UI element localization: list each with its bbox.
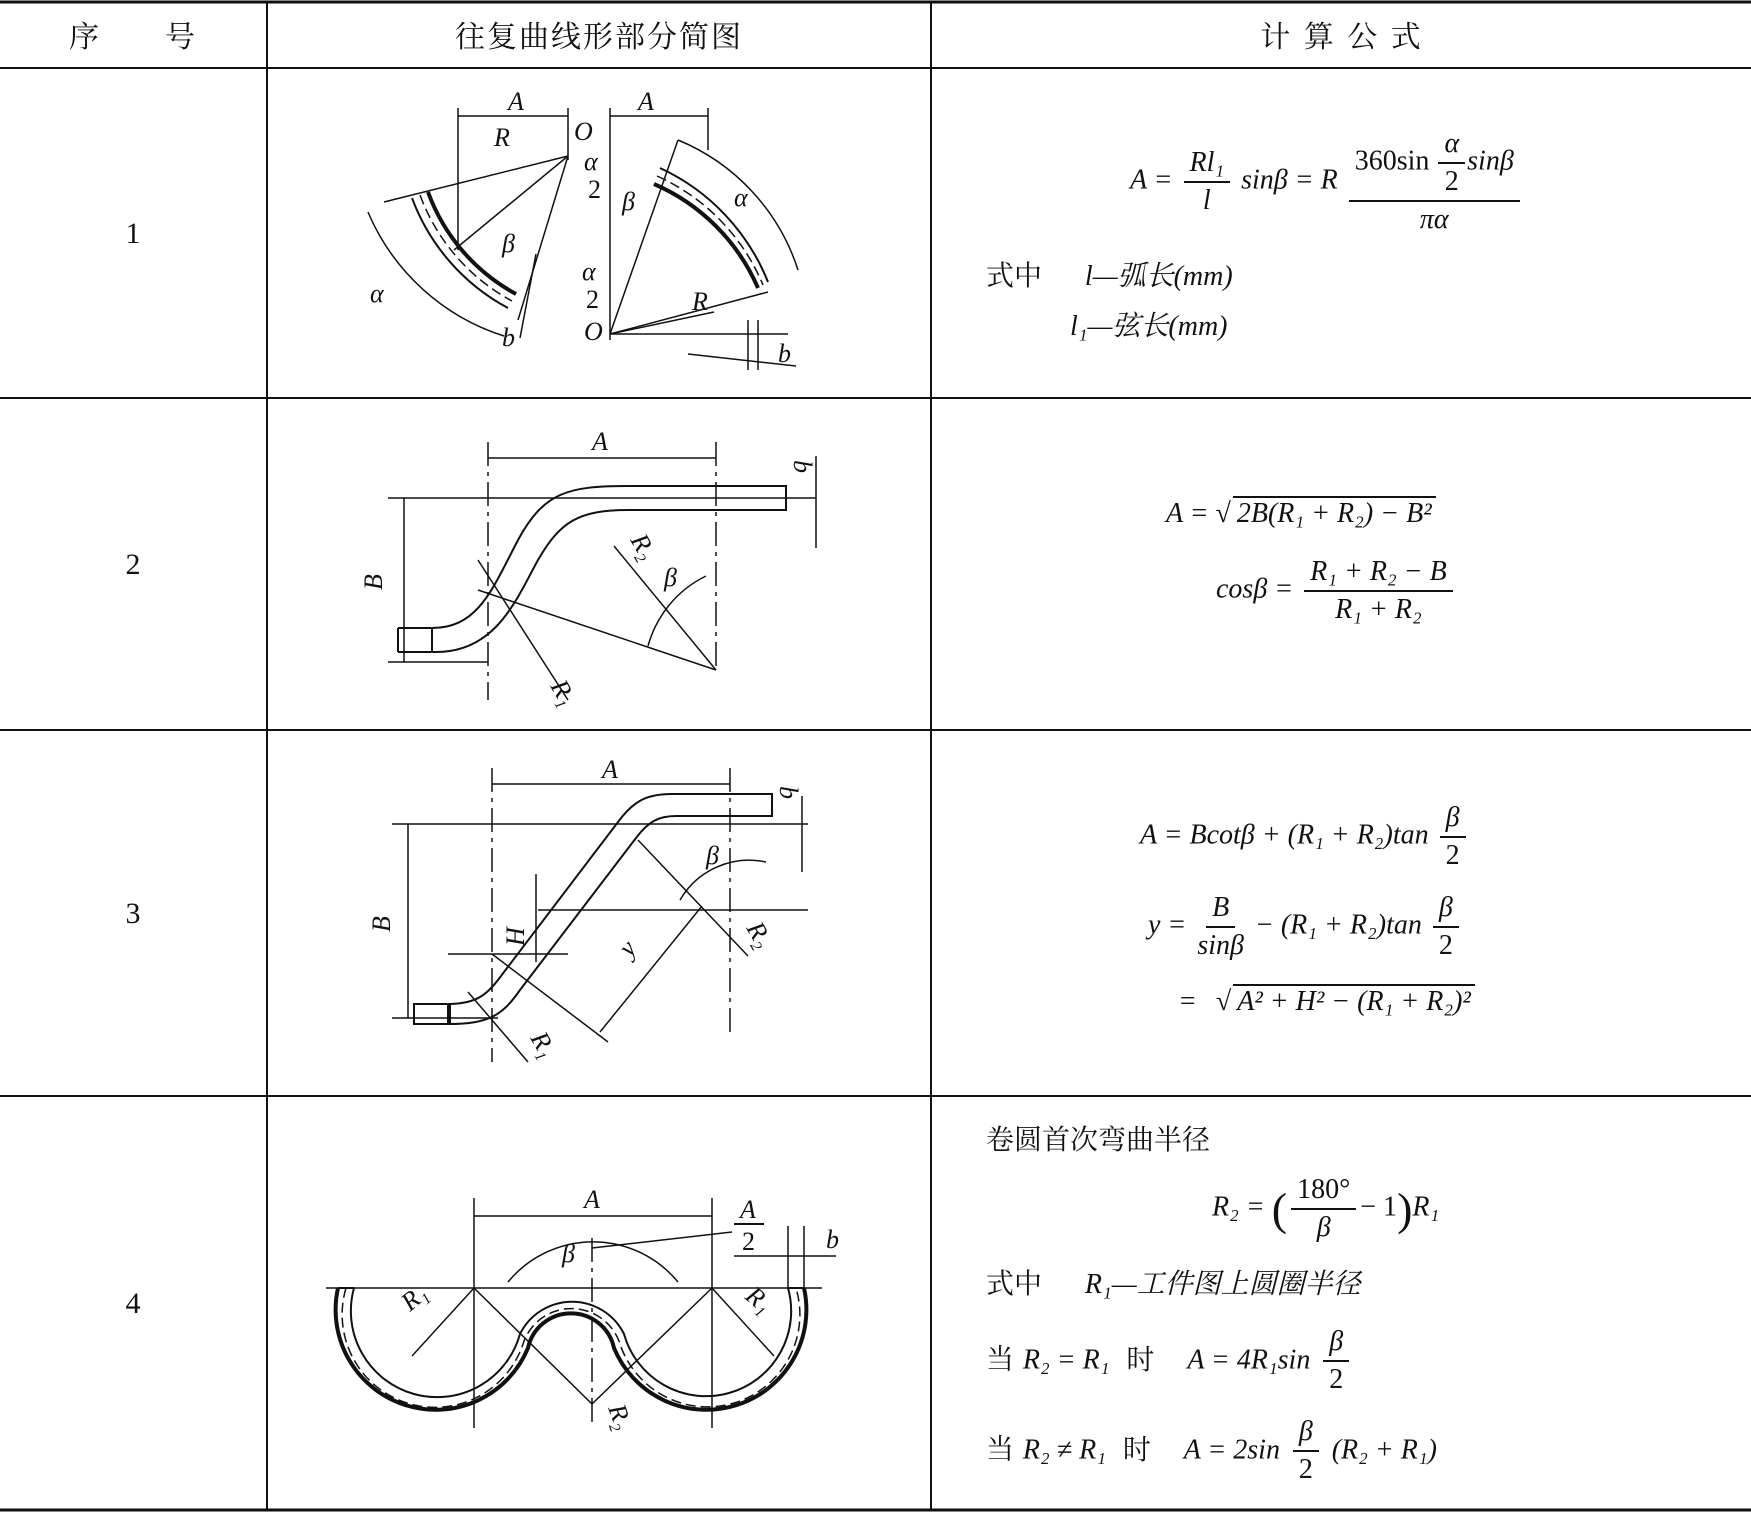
label-R2: R₂ — [740, 916, 779, 953]
header-diagram: 往复曲线形部分简图 — [455, 20, 743, 55]
row-number-2: 2 — [125, 548, 141, 581]
formula-cell-3 — [932, 732, 1751, 1096]
label-alpha-mid: α — [582, 257, 596, 286]
label-A: A — [602, 755, 618, 784]
formula-3-line2: y = $\frac{B}{\sin\beta}$ − (R₁ + R₂)tan $\frac{\beta}{2}$ — [1148, 892, 1463, 962]
formula-1-def2: l₁—弦长(mm) — [1070, 311, 1228, 342]
formula-4-where: 式中 R₁—工件图上圆圈半径 — [986, 1267, 1361, 1300]
label-alpha-left: α — [370, 279, 384, 308]
label-B: B — [359, 574, 388, 590]
label-beta-left: β — [502, 229, 515, 258]
formula-cell-1 — [932, 70, 1751, 398]
label-O-bottom: O — [584, 317, 603, 346]
label-b-left: b — [502, 323, 515, 352]
label-b-right: b — [778, 339, 791, 368]
formula-2-line2: cosβ = $\frac{\text{R₁ + R₂ − B}}{\text{R₁ + R₂}}$ — [1216, 556, 1457, 626]
label-two-top: 2 — [588, 175, 601, 204]
label-A: A — [584, 1185, 600, 1214]
label-b: b — [788, 460, 817, 473]
label-A-half-num: A — [740, 1195, 756, 1224]
label-alpha-top: α — [584, 147, 598, 176]
label-H: H — [501, 927, 530, 946]
label-beta-right: β — [622, 187, 635, 216]
formula-3-line3: = √ A² + H² − (R₁ + R₂)² — [1178, 984, 1475, 1018]
formula-4-title: 卷圆首次弯曲半径 — [986, 1123, 1211, 1156]
label-two-mid: 2 — [586, 285, 599, 314]
label-b: b — [774, 786, 803, 799]
label-R1-right: R₁ — [740, 1280, 778, 1319]
label-A-half-den: 2 — [742, 1227, 755, 1256]
label-beta: β — [562, 1239, 575, 1268]
formula-3-line1: A = Bcotβ + (R₁ + R₂)tan $\frac{\beta}{2}$ — [1140, 802, 1470, 872]
label-alpha-right: α — [734, 183, 748, 212]
label-b: b — [826, 1225, 839, 1254]
label-B: B — [367, 916, 396, 932]
row-number-3: 3 — [125, 897, 141, 930]
label-O-top: O — [574, 117, 593, 146]
formula-cell-2 — [932, 400, 1751, 730]
label-A: A — [592, 427, 608, 456]
diagram-2 — [268, 400, 930, 730]
formula-1-main: A = $\frac{\text{Rl₁}}{l}$ sinβ = R 360sin $\frac{\alpha}{2}$ sinβ πα — [1130, 128, 1524, 237]
label-R1: R₁ — [524, 1026, 563, 1063]
label-beta: β — [664, 563, 677, 592]
label-y: y — [612, 934, 643, 962]
formula-4-case2: 当 R₂ ≠ R₁ 时 A = 2sin $\frac{\beta}{2}$ (R₂ + R₁) — [986, 1416, 1437, 1486]
label-beta: β — [706, 841, 719, 870]
formula-4-line1: R₂ = ( $\frac{180^\circ}{\beta}$ − 1)R₁ — [1212, 1174, 1440, 1244]
label-R1-left: R₁ — [395, 1278, 433, 1317]
formula-1-where: 式中 l—弧长(mm) — [986, 259, 1233, 292]
diagram-4 — [268, 1098, 930, 1510]
formula-2-line1: A = √ 2B(R₁ + R₂) − B² — [1166, 496, 1436, 530]
diagram-1 — [268, 70, 930, 398]
diagram-3 — [268, 732, 930, 1096]
label-R1: R₁ — [544, 674, 583, 711]
header-index: 序 号 — [69, 20, 197, 55]
row-number-1: 1 — [125, 217, 141, 250]
header-formula: 计 算 公 式 — [1260, 20, 1423, 55]
label-A-left: A — [508, 87, 524, 116]
label-A-right: A — [638, 87, 654, 116]
label-R2: R₂ — [602, 1400, 639, 1434]
formula-cell-4 — [932, 1098, 1751, 1510]
label-R2: R₂ — [624, 528, 663, 565]
label-R-left: R — [494, 123, 510, 152]
formula-4-case1: 当 R₂ = R₁ 时 A = 4R₁sin $\frac{\beta}{2}$ — [986, 1326, 1353, 1396]
row-number-4: 4 — [125, 1287, 141, 1320]
label-R-right: R — [692, 287, 708, 316]
